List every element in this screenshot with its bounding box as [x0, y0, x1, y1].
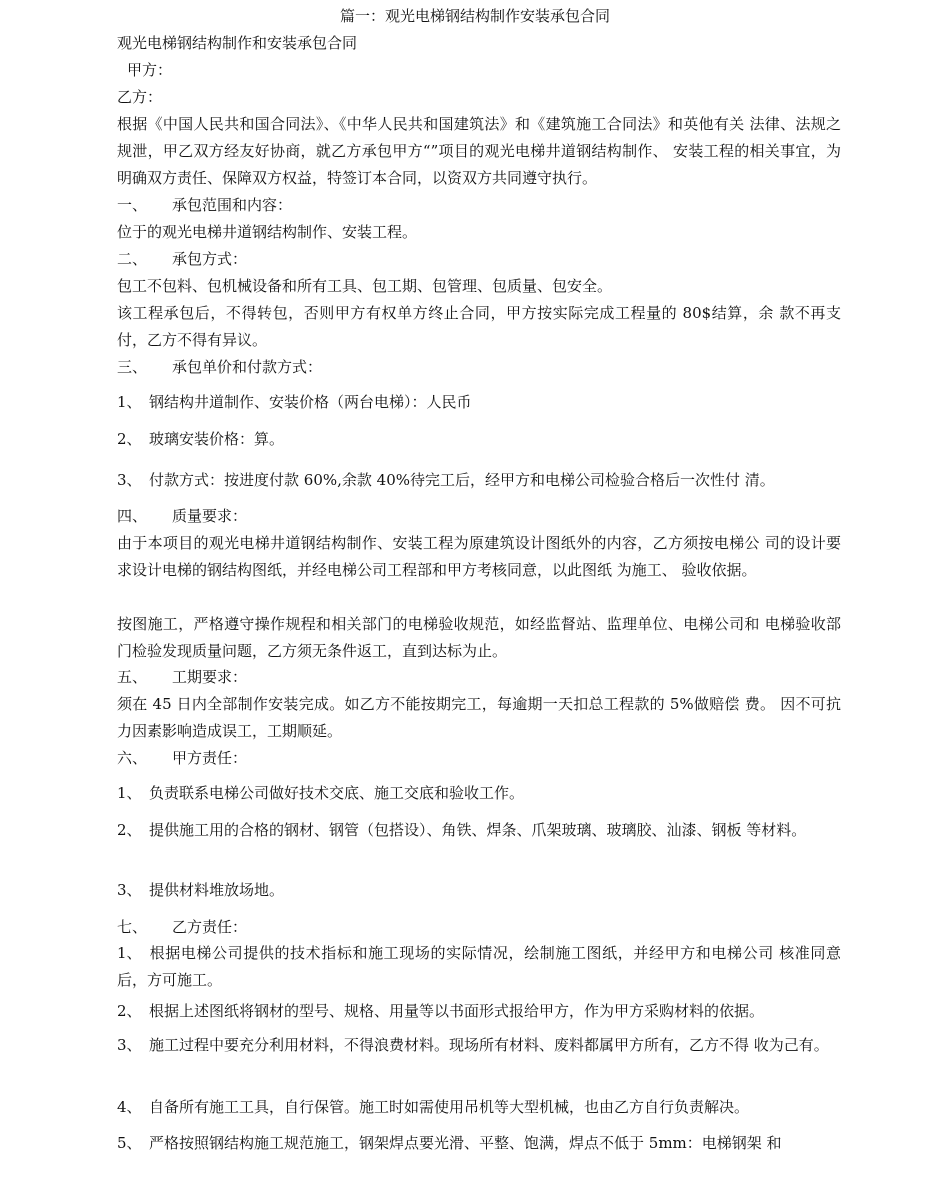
item-text: 严格按照钢结构施工规范施工，钢架焊点要光滑、平整、饱满，焊点不低于 5mm：电梯钢架 和	[149, 1134, 782, 1152]
section-7-item-4	[117, 1094, 841, 1121]
section-4-heading	[117, 503, 841, 530]
section-7-heading	[117, 914, 841, 941]
item-text: 根据电梯公司提供的技术指标和施工现场的实际情况，绘制施工图纸，并经甲方和电梯公司 核准同意后，方可施工。	[117, 944, 841, 989]
section-number: 一、	[117, 196, 148, 214]
section-5-body: 须在 45 日内全部制作安装完成。如乙方不能按期完工，每逾期一天扣总工程款的 5%做赔偿 费。 因不可抗力因素影响造成误工，工期顺延。	[117, 695, 841, 740]
section-1-heading	[117, 192, 841, 219]
item-text: 根据上述图纸将钢材的型号、规格、用量等以书面形式报给甲方，作为甲方采购材料的依据。	[149, 1002, 765, 1020]
section-3-item-3	[117, 467, 841, 494]
section-7-item-2	[117, 998, 841, 1025]
section-title: 乙方责任：	[172, 918, 248, 936]
section-6-item-1	[117, 780, 841, 807]
item-number: 1、	[117, 784, 142, 802]
section-number: 三、	[117, 358, 148, 376]
section-6-item-3	[117, 877, 841, 904]
section-3-item-2	[117, 426, 841, 453]
section-6-item-2	[117, 817, 841, 844]
section-title: 承包方式：	[172, 250, 248, 268]
section-5-heading	[117, 664, 841, 691]
item-number: 3、	[117, 1036, 142, 1054]
section-2-body-1: 包工不包料、包机械设备和所有工具、包工期、包管理、包质量、包安全。	[117, 277, 613, 295]
section-number: 二、	[117, 250, 148, 268]
item-number: 3、	[117, 881, 142, 899]
item-number: 1、	[117, 393, 142, 411]
section-title: 工期要求：	[172, 668, 248, 686]
item-number: 2、	[117, 430, 142, 448]
item-text: 自备所有施工工具，自行保管。施工时如需使用吊机等大型机械，也由乙方自行负责解决。	[149, 1098, 750, 1116]
contract-title: 观光电梯钢结构制作和安装承包合同	[117, 34, 358, 52]
section-4-body-2: 按图施工，严格遵守操作规程和相关部门的电梯验收规范，如经监督站、监理单位、电梯公司和 电梯验收部门检验发现质量问题，乙方须无条件返工，直到达标为止。	[117, 615, 841, 660]
section-3-heading	[117, 354, 841, 381]
party-b-line: 乙方：	[117, 88, 163, 106]
section-3-item-1	[117, 389, 841, 416]
item-text: 施工过程中要充分利用材料，不得浪费材料。现场所有材料、废料都属甲方所有，乙方不得 收为己有。	[149, 1036, 829, 1054]
item-text: 提供施工用的合格的钢材、钢管（包搭设）、角铁、焊条、爪架玻璃、玻璃胶、汕漆、钢板 等材料。	[149, 821, 807, 839]
item-number: 2、	[117, 1002, 142, 1020]
item-number: 4、	[117, 1098, 142, 1116]
preamble-paragraph: 根据《中国人民共和国合同法》、《中华人民共和国建筑法》和《建筑施工合同法》和英他有关 法律、法规之规泄，甲乙双方经友好协商，就乙方承包甲方“”项目的观光电梯井道钢结构制作、 安装工程的相关事宜，为明确双方责任、保障双方权益，特签订本合同，以资双方共同遵守执行。	[117, 115, 841, 187]
section-2-heading	[117, 246, 841, 273]
item-text: 提供材料堆放场地。	[149, 881, 285, 899]
item-text: 玻璃安装价格：算。	[149, 430, 285, 448]
section-7-item-3	[117, 1032, 841, 1059]
section-number: 四、	[117, 507, 148, 525]
section-7-item-1	[117, 940, 841, 994]
section-title: 甲方责任：	[172, 749, 248, 767]
party-a-line: 甲方：	[127, 61, 173, 79]
section-4-body-1: 由于本项目的观光电梯井道钢结构制作、安装工程为原建筑设计图纸外的内容，乙方须按电梯公 司的设计要求设计电梯的钢结构图纸，并经电梯公司工程部和甲方考核同意，以此图纸 为施工、 验收依据。	[117, 534, 841, 579]
header-title: 篇一：观光电梯钢结构制作安装承包合同	[339, 7, 610, 25]
item-text: 负责联系电梯公司做好技术交底、施工交底和验收工作。	[149, 784, 525, 802]
section-number: 五、	[117, 668, 148, 686]
section-1-body: 位于的观光电梯井道钢结构制作、安装工程。	[117, 223, 418, 241]
section-7-item-5	[117, 1130, 841, 1157]
section-number: 七、	[117, 918, 148, 936]
section-title: 质量要求：	[172, 507, 248, 525]
section-2-body-2: 该工程承包后，不得转包，否则甲方有权单方终止合同，甲方按实际完成工程量的 80$结算，余 款不再支付，乙方不得有异议。	[117, 304, 841, 349]
section-number: 六、	[117, 749, 148, 767]
section-title: 承包单价和付款方式：	[172, 358, 323, 376]
section-6-heading	[117, 745, 841, 772]
item-text: 钢结构井道制作、安装价格（两台电梯）：人民币	[149, 393, 472, 411]
item-number: 3、	[117, 471, 142, 489]
item-number: 1、	[117, 944, 142, 962]
item-number: 5、	[117, 1134, 142, 1152]
item-number: 2、	[117, 821, 142, 839]
section-title: 承包范围和内容：	[172, 196, 293, 214]
item-text: 付款方式：按进度付款 60%,余款 40%待完工后，经甲方和电梯公司检验合格后一次性付 清。	[149, 471, 775, 489]
